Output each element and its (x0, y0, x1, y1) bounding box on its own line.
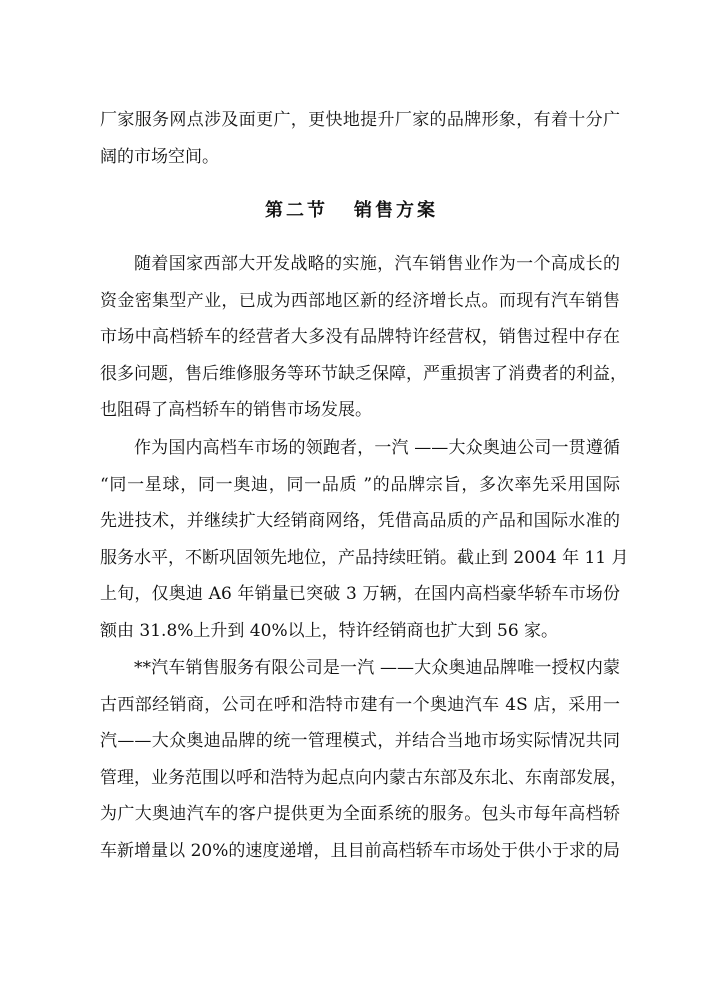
paragraph-line: 服务水平，不断巩固领先地位，产品持续旺销。截止到 2004 年 11 月 (100, 547, 629, 568)
section-title: 销售方案 (354, 200, 438, 221)
paragraph-line: 额由 31.8%上升到 40%以上，特许经销商也扩大到 56 家。 (100, 620, 559, 641)
body-paragraph (100, 246, 627, 429)
intro-paragraph (100, 102, 620, 175)
paragraph-line: 为广大奥迪汽车的客户提供更为全面系统的服务。包头市每年高档轿 (100, 804, 620, 824)
paragraph-line: 先进技术，并继续扩大经销商网络，凭借高品质的产品和国际水准的 (100, 511, 620, 531)
paragraph-line: 也阻碍了高档轿车的销售市场发展。 (100, 400, 372, 420)
paragraph-line: 资金密集型产业，已成为西部地区新的经济增长点。而现有汽车销售 (100, 290, 620, 311)
paragraph-line: 车新增量以 20%的速度递增，且目前高档轿车市场处于供小于求的局 (100, 840, 620, 861)
body-paragraph (100, 430, 629, 649)
paragraph-line: “同一星球，同一奥迪，同一品质 ”的品牌宗旨，多次率先采用国际 (100, 474, 620, 495)
section-number: 第二节 (265, 200, 328, 221)
paragraph-line: 随着国家西部大开发战略的实施，汽车销售业作为一个高成长的 (134, 254, 620, 274)
section-heading (0, 196, 703, 222)
paragraph-line: 上旬，仅奥迪 A6 年销量已突破 3 万辆，在国内高档豪华轿车市场份 (100, 584, 620, 604)
paragraph-line: **汽车销售服务有限公司是一汽 ——大众奥迪品牌唯一授权内蒙 (134, 658, 620, 678)
paragraph-line: 管理，业务范围以呼和浩特为起点向内蒙古东部及东北、东南部发展， (100, 767, 627, 788)
paragraph-line: 阔的市场空间。 (100, 146, 219, 167)
body-paragraph (100, 650, 627, 869)
paragraph-line: 市场中高档轿车的经营者大多没有品牌特许经营权，销售过程中存在 (100, 327, 620, 347)
paragraph-line: 很多问题，售后维修服务等环节缺乏保障，严重损害了消费者的利益， (100, 363, 627, 384)
paragraph-line: 厂家服务网点涉及面更广，更快地提升厂家的品牌形象，有着十分广 (100, 110, 620, 130)
paragraph-line: 作为国内高档车市场的领跑者，一汽 ——大众奥迪公司一贯遵循 (134, 438, 620, 458)
paragraph-line: 汽——大众奥迪品牌的统一管理模式，并结合当地市场实际情况共同 (100, 731, 620, 751)
paragraph-line: 古西部经销商，公司在呼和浩特市建有一个奥迪汽车 4S 店，采用一 (100, 694, 620, 715)
